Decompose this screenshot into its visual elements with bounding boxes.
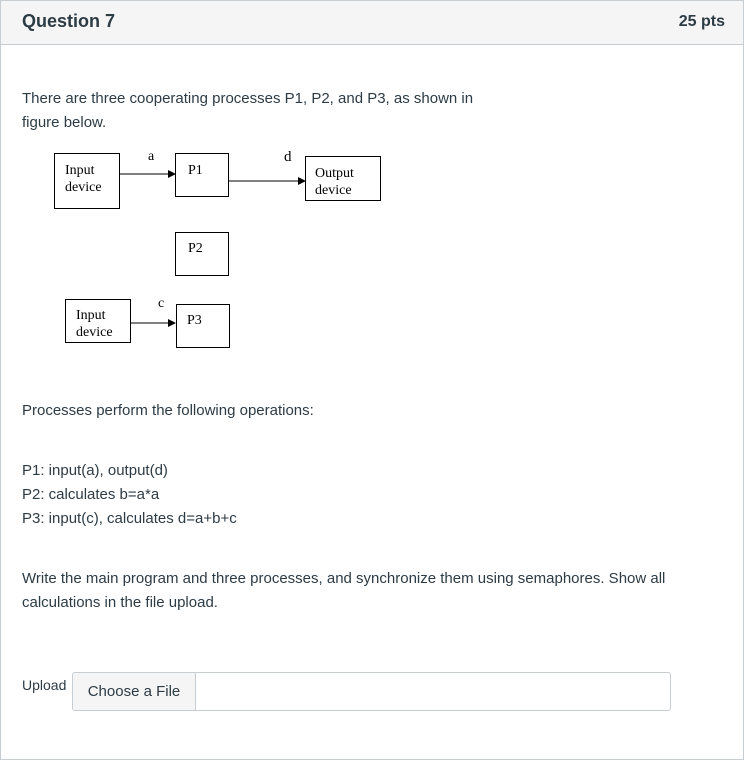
upload-label: Upload <box>22 677 67 693</box>
p3-box <box>177 305 230 348</box>
output-device-line2: device <box>315 183 352 198</box>
p1-label: P1 <box>188 163 203 178</box>
operation-p2: P2: calculates b=a*a <box>22 486 160 503</box>
label-a: a <box>148 149 155 164</box>
operation-p3: P3: input(c), calculates d=a+b+c <box>22 510 237 527</box>
p3-label: P3 <box>187 313 202 328</box>
label-c: c <box>158 296 165 311</box>
label-d: d <box>284 149 292 165</box>
input-device-2-line2: device <box>76 325 113 340</box>
process-diagram <box>1 141 421 361</box>
operation-p1: P1: input(a), output(d) <box>22 462 168 479</box>
question-title: Question 7 <box>22 11 116 31</box>
input-device-1-line1: Input <box>65 163 95 178</box>
input-device-1-line2: device <box>65 180 102 195</box>
file-upload-field[interactable] <box>72 672 671 711</box>
choose-file-button[interactable]: Choose a File <box>73 673 196 710</box>
operations-heading: Processes perform the following operations: <box>22 402 314 419</box>
question-intro: There are three cooperating processes P1, P2, and P3, as shown in figure below. <box>22 90 474 131</box>
question-header <box>1 1 743 45</box>
question-instructions: Write the main program and three processes, and synchronize them using semaphores. Show all calculations in the file upload. <box>22 570 666 611</box>
p2-label: P2 <box>188 241 203 256</box>
output-device-line1: Output <box>315 166 354 181</box>
input-device-2-line1: Input <box>76 308 106 323</box>
question-points: 25 pts <box>678 13 725 30</box>
